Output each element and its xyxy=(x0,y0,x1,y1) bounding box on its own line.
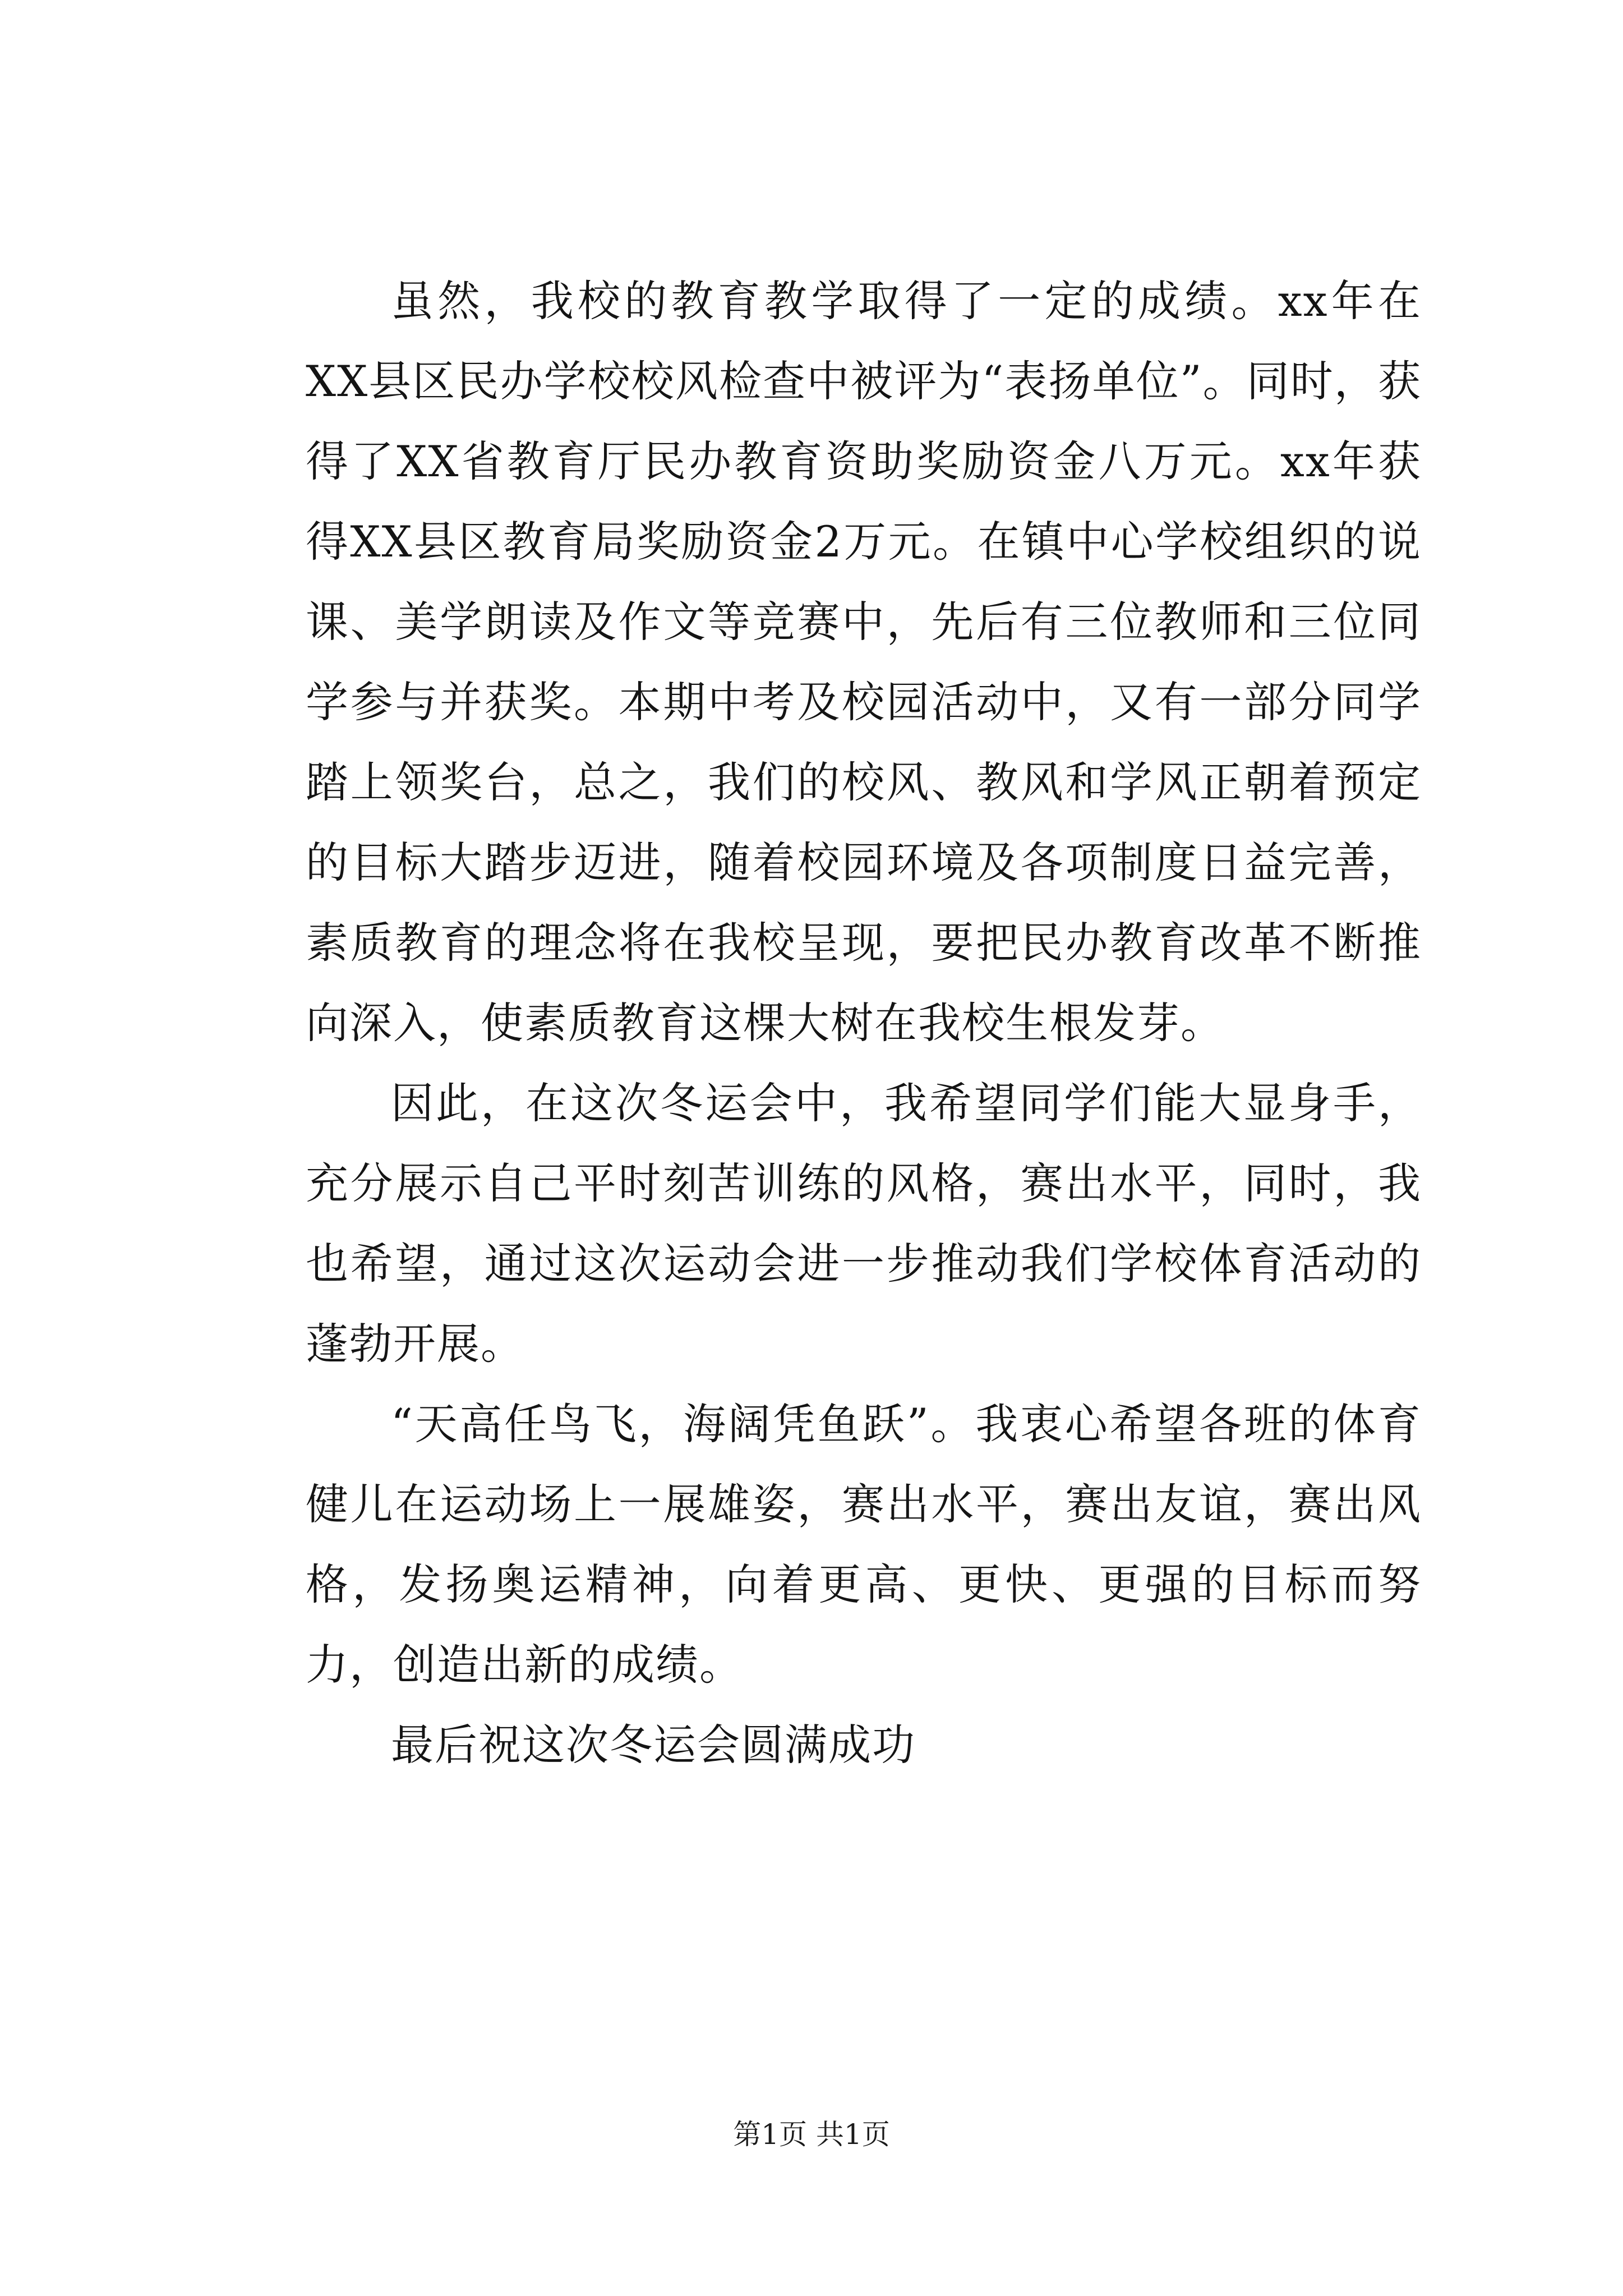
paragraph-encouragement: “天高任鸟飞，海阔凭鱼跃”。我衷心希望各班的体育健儿在运动场上一展雄姿，赛出水平，赛出友谊，赛出风格，发扬奥运精神，向着更高、更快、更强的目标而努力，创造出新的成绩。 xyxy=(306,1399,1422,1690)
document-body xyxy=(306,261,1422,1785)
paragraph-hopes: 因此，在这次冬运会中，我希望同学们能大显身手，充分展示自己平时刻苦训练的风格，赛出水平，同时，我也希望，通过这次运动会进一步推动我们学校体育活动的蓬勃开展。 xyxy=(306,1078,1422,1369)
paragraph-achievements: 虽然，我校的教育教学取得了一定的成绩。xx年在XX县区民办学校校风检查中被评为“表扬单位”。同时，获得了XX省教育厅民办教育资助奖励资金八万元。xx年获得XX县区教育局奖励资金2万元。在镇中心学校组织的说课、美学朗读及作文等竞赛中，先后有三位教师和三位同学参与并获奖。本期中考及校园活动中，又有一部分同学踏上领奖台，总之，我们的校风、教风和学风正朝着预定的目标大踏步迈进，随着校园环境及各项制度日益完善，素质教育的理念将在我校呈现，要把民办教育改革不断推向深入，使素质教育这棵大树在我校生根发芽。 xyxy=(306,276,1422,1048)
page-number-footer: 第1页 共1页 xyxy=(733,2118,890,2151)
paragraph-closing: 最后祝这次冬运会圆满成功 xyxy=(391,1720,916,1770)
